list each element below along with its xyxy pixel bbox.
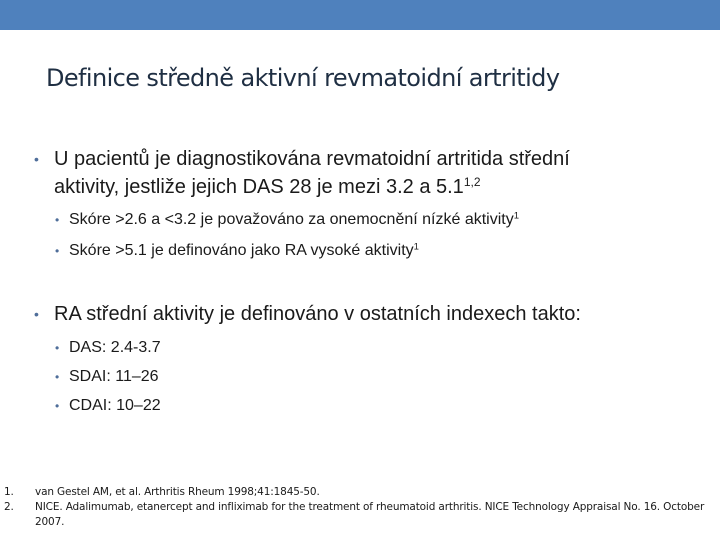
bullet-dot-icon: • — [34, 151, 39, 167]
bullet-dot-icon: • — [55, 399, 60, 413]
bullet-dot-icon: • — [55, 213, 60, 227]
references-list — [4, 485, 720, 530]
bullet-text-line: U pacientů je diagnostikována revmatoidní artritida střední — [54, 148, 570, 170]
sub-bullet-text: DAS: 2.4-3.7 — [69, 339, 161, 356]
sub-bullet-item — [55, 365, 159, 389]
sub-bullet-text: Skóre >2.6 a <3.2 je považováno za onemocnění nízké aktivity — [69, 211, 514, 228]
reference-item — [4, 485, 720, 500]
reference-text: NICE. Adalimumab, etanercept and infliximab for the treatment of rheumatoid arthritis. NICE Technology Appraisal No. 16. October 2007. — [35, 501, 705, 528]
bullet-dot-icon: • — [34, 306, 39, 322]
sub-bullet-item — [55, 394, 161, 418]
footnote-ref: 1 — [413, 241, 419, 253]
bullet-dot-icon: • — [55, 341, 60, 355]
slide-title: Definice středně aktivní revmatoidní artritidy — [46, 64, 560, 92]
bullet-item — [34, 145, 570, 201]
bullet-dot-icon: • — [55, 370, 60, 384]
bullet-item — [34, 300, 581, 328]
bullet-text-line: aktivity, jestliže jejich DAS 28 je mezi 3.2 a 5.1 — [54, 176, 464, 198]
footnote-ref: 1,2 — [463, 174, 481, 189]
reference-number: 1. — [4, 486, 14, 498]
bullet-dot-icon: • — [55, 244, 60, 258]
sub-bullet-item — [55, 208, 519, 232]
sub-bullet-item — [55, 336, 161, 360]
sub-bullet-text: CDAI: 10–22 — [69, 397, 161, 414]
sub-bullet-item — [55, 239, 419, 263]
header-accent-bar — [0, 0, 720, 30]
reference-text: van Gestel AM, et al. Arthritis Rheum 1998;41:1845-50. — [35, 486, 320, 498]
reference-number: 2. — [4, 501, 14, 513]
sub-bullet-text: SDAI: 11–26 — [69, 368, 159, 385]
footnote-ref: 1 — [513, 210, 520, 222]
reference-item — [4, 500, 720, 530]
sub-bullet-text: Skóre >5.1 je definováno jako RA vysoké aktivity — [69, 242, 414, 259]
bullet-text-line: RA střední aktivity je definováno v ostatních indexech takto: — [54, 303, 581, 325]
